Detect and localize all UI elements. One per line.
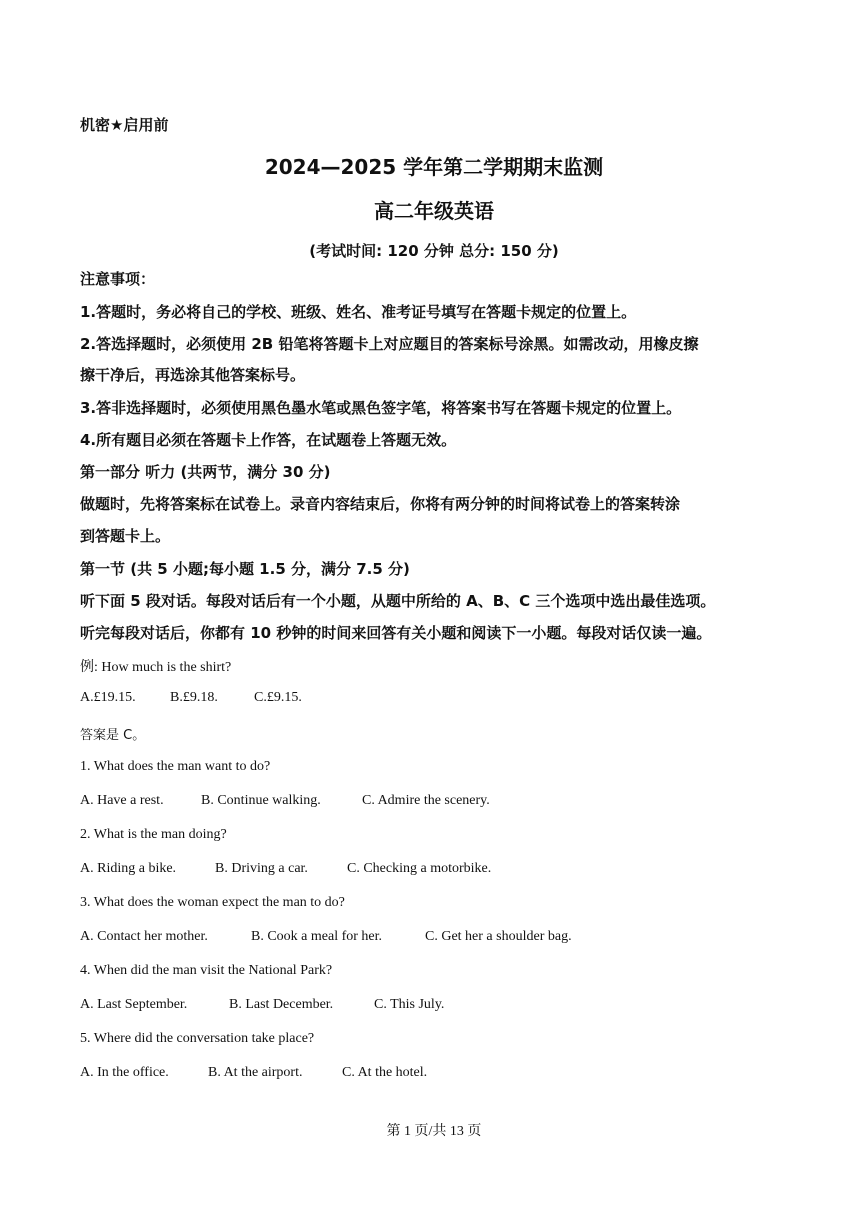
example-option-b: B.£9.18.	[170, 690, 218, 705]
option-b: B. Cook a meal for her.	[251, 929, 383, 944]
exam-subtitle: 高二年级英语	[374, 199, 494, 223]
option-a: A. Contact her mother.	[80, 929, 208, 944]
option-c: C. Get her a shoulder bag.	[425, 929, 572, 944]
section1-heading: 第一节 (共 5 小题;每小题 1.5 分，满分 7.5 分)	[80, 560, 410, 578]
question-5-options	[80, 1065, 427, 1081]
question-2-options	[80, 861, 491, 877]
example-option-a: A.£19.15.	[80, 690, 136, 705]
part1-instruction-line-1: 做题时，先将答案标在试卷上。录音内容结束后，你将有两分钟的时间将试卷上的答案转涂	[80, 495, 681, 513]
question-5: 5. Where did the conversation take place?	[80, 1031, 315, 1046]
question-3-options	[80, 929, 572, 945]
option-b: B. Continue walking.	[201, 793, 321, 808]
question-4-options	[80, 997, 444, 1013]
notice-item-1: 1.答题时，务必将自己的学校、班级、姓名、准考证号填写在答题卡规定的位置上。	[80, 303, 637, 321]
notice-item-4: 4.所有题目必须在答题卡上作答，在试题卷上答题无效。	[80, 431, 457, 449]
question-1: 1. What does the man want to do?	[80, 759, 271, 774]
option-c: C. Admire the scenery.	[362, 793, 490, 808]
part1-instruction-line-2: 到答题卡上。	[80, 527, 171, 545]
example-answer: 答案是 C。	[80, 728, 146, 743]
option-c: C. This July.	[374, 997, 445, 1012]
option-a: A. Have a rest.	[80, 793, 164, 808]
notice-item-2-line-2: 擦干净后，再选涂其他答案标号。	[80, 366, 306, 384]
question-1-options	[80, 793, 490, 809]
option-b: B. Driving a car.	[215, 861, 308, 876]
option-c: C. Checking a motorbike.	[347, 861, 492, 876]
part1-heading: 第一部分 听力 (共两节，满分 30 分)	[80, 463, 331, 481]
section1-instruction-line-2: 听完每段对话后，你都有 10 秒钟的时间来回答有关小题和阅读下一小题。每段对话仅读一遍。	[80, 624, 712, 642]
question-4: 4. When did the man visit the National Park?	[80, 963, 333, 978]
example-option-c: C.£9.15.	[254, 690, 302, 705]
option-a: A. Riding a bike.	[80, 861, 177, 876]
section1-instruction-line-1: 听下面 5 段对话。每段对话后有一个小题，从题中所给的 A、B、C 三个选项中选出最佳选项。	[80, 592, 716, 610]
exam-info: (考试时间: 120 分钟 总分: 150 分)	[309, 242, 559, 260]
option-a: A. Last September.	[80, 997, 188, 1012]
option-b: B. Last December.	[229, 997, 334, 1012]
question-3: 3. What does the woman expect the man to do?	[80, 895, 345, 910]
question-2: 2. What is the man doing?	[80, 827, 227, 842]
notice-heading: 注意事项：	[80, 270, 156, 288]
option-b: B. At the airport.	[208, 1065, 303, 1080]
example-question: 例: How much is the shirt?	[80, 660, 232, 675]
example-options	[80, 690, 302, 706]
option-c: C. At the hotel.	[342, 1065, 428, 1080]
exam-title: 2024—2025 学年第二学期期末监测	[264, 155, 604, 179]
notice-item-3: 3.答非选择题时，必须使用黑色墨水笔或黑色签字笔，将答案书写在答题卡规定的位置上。	[80, 399, 682, 417]
option-a: A. In the office.	[80, 1065, 169, 1080]
confidential-label: 机密★启用前	[80, 116, 169, 134]
page-number: 第 1 页/共 13 页	[386, 1124, 482, 1139]
notice-item-2-line-1: 2.答选择题时，必须使用 2B 铅笔将答题卡上对应题目的答案标号涂黑。如需改动，用橡皮擦	[80, 335, 699, 353]
